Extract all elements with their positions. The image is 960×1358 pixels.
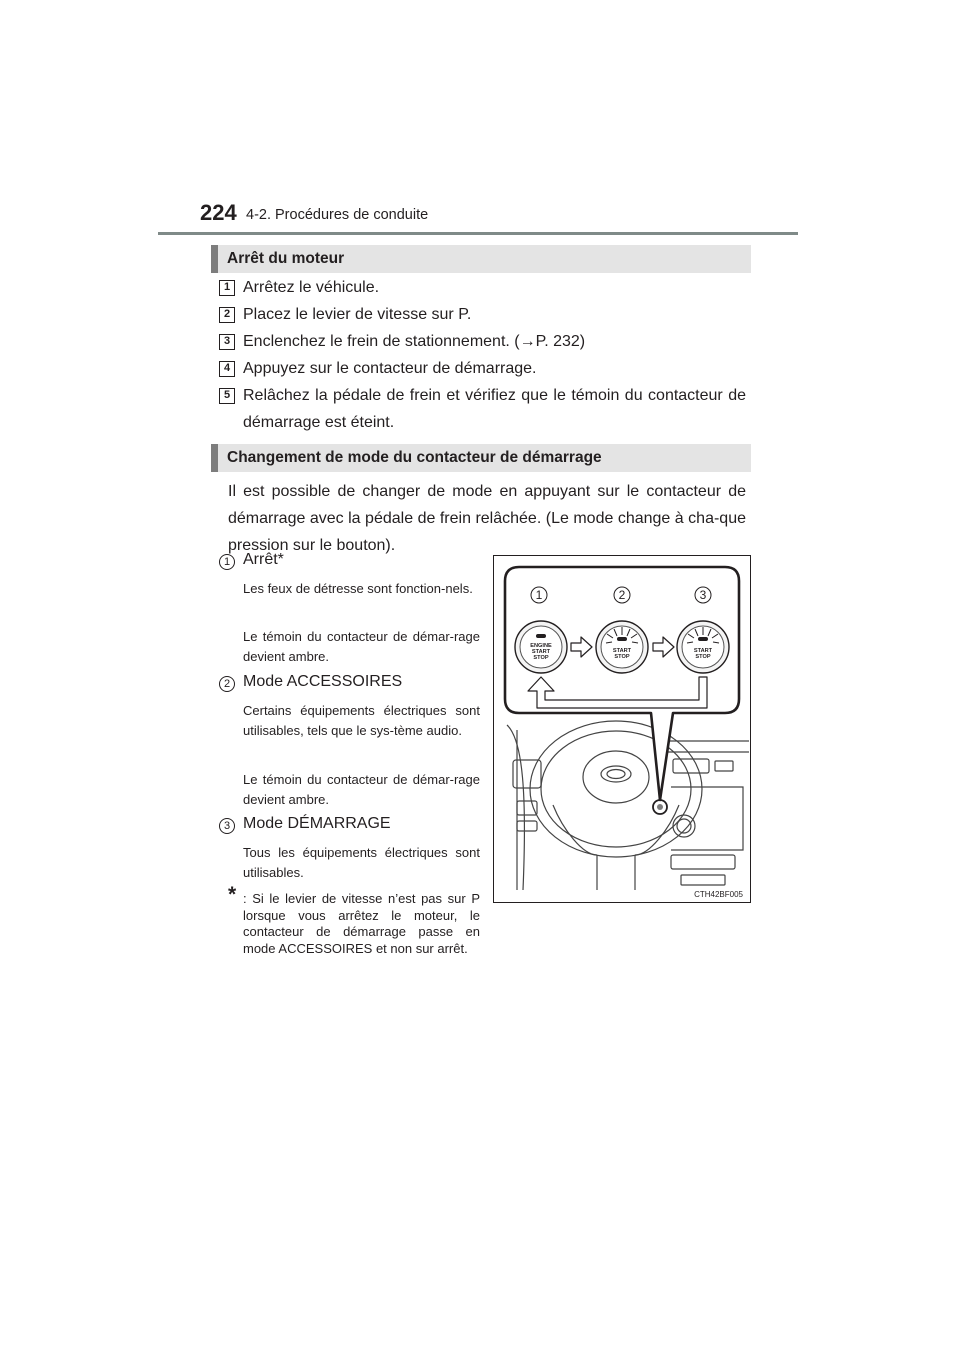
mode-description: Tous les équipements électriques sont utilisables. bbox=[243, 845, 480, 880]
step-text: Enclenchez le frein de stationnement. (→P. 232) bbox=[243, 333, 586, 350]
step-text: Relâchez la pédale de frein et vérifiez que le témoin du contacteur de démarrage est éteint. bbox=[243, 387, 746, 431]
mode-number-circle: 1 bbox=[219, 554, 235, 570]
header-divider bbox=[158, 232, 798, 235]
step-number-box: 4 bbox=[219, 361, 235, 377]
button-label: START bbox=[693, 648, 713, 654]
step-number-box: 1 bbox=[219, 280, 235, 296]
heading-text: Arrêt du moteur bbox=[227, 250, 345, 267]
start-button-accessory bbox=[596, 621, 648, 673]
mode-number-circle: 3 bbox=[219, 818, 235, 834]
section-title: 4-2. Procédures de conduite bbox=[246, 207, 429, 223]
mode-description: Le témoin du contacteur de démar-rage devient ambre. bbox=[243, 772, 480, 807]
step-text: Placez le levier de vitesse sur P. bbox=[243, 306, 472, 323]
footnote-marker: * bbox=[228, 883, 237, 906]
mode-title: Arrêt* bbox=[243, 551, 284, 568]
mode-description: Les feux de détresse sont fonction-nels. bbox=[243, 581, 473, 596]
step-text: Arrêtez le véhicule. bbox=[243, 279, 380, 296]
mode-title: Mode DÉMARRAGE bbox=[243, 815, 391, 832]
start-button-ignition bbox=[677, 621, 729, 673]
start-button-off bbox=[515, 621, 567, 673]
button-label: START bbox=[612, 648, 632, 654]
heading-accent bbox=[211, 245, 218, 273]
button-label: STOP bbox=[533, 655, 549, 661]
page-number: 224 bbox=[200, 200, 237, 225]
figure-code: CTH42BF005 bbox=[694, 890, 743, 899]
button-label: STOP bbox=[614, 654, 630, 660]
footnote-text: : Si le levier de vitesse n’est pas sur P lorsque vous arrêtez le moteur, le contacteur de démarrage passe en mode ACCESSOIRES et non sur arrêt. bbox=[243, 891, 480, 956]
button-label: STOP bbox=[695, 654, 711, 660]
start-button-figure bbox=[493, 555, 751, 903]
section-heading-stop-engine bbox=[211, 245, 751, 273]
heading-text: Changement de mode du contacteur de démarrage bbox=[227, 449, 602, 466]
step-text: Appuyez sur le contacteur de démarrage. bbox=[243, 360, 537, 377]
step-number-box: 3 bbox=[219, 334, 235, 350]
figure-callout: 1 bbox=[535, 588, 543, 602]
mode-number-circle: 2 bbox=[219, 676, 235, 692]
step-number-box: 5 bbox=[219, 388, 235, 404]
mode-description: Certains équipements électriques sont utilisables, tels que le sys-tème audio. bbox=[243, 703, 480, 738]
mode-title: Mode ACCESSOIRES bbox=[243, 673, 403, 690]
mode-description: Le témoin du contacteur de démar-rage devient ambre. bbox=[243, 629, 480, 664]
button-label: START bbox=[531, 649, 551, 655]
step-number-box: 2 bbox=[219, 307, 235, 323]
heading-accent bbox=[211, 444, 218, 472]
figure-callout: 3 bbox=[699, 588, 707, 602]
intro-paragraph: Il est possible de changer de mode en appuyant sur le contacteur de démarrage avec la pédale de frein relâchée. (Le mode change à cha-que pression sur le bouton). bbox=[228, 483, 746, 554]
section-heading-mode-change bbox=[211, 444, 751, 472]
figure-callout: 2 bbox=[618, 588, 626, 602]
button-label: ENGINE bbox=[530, 643, 552, 649]
